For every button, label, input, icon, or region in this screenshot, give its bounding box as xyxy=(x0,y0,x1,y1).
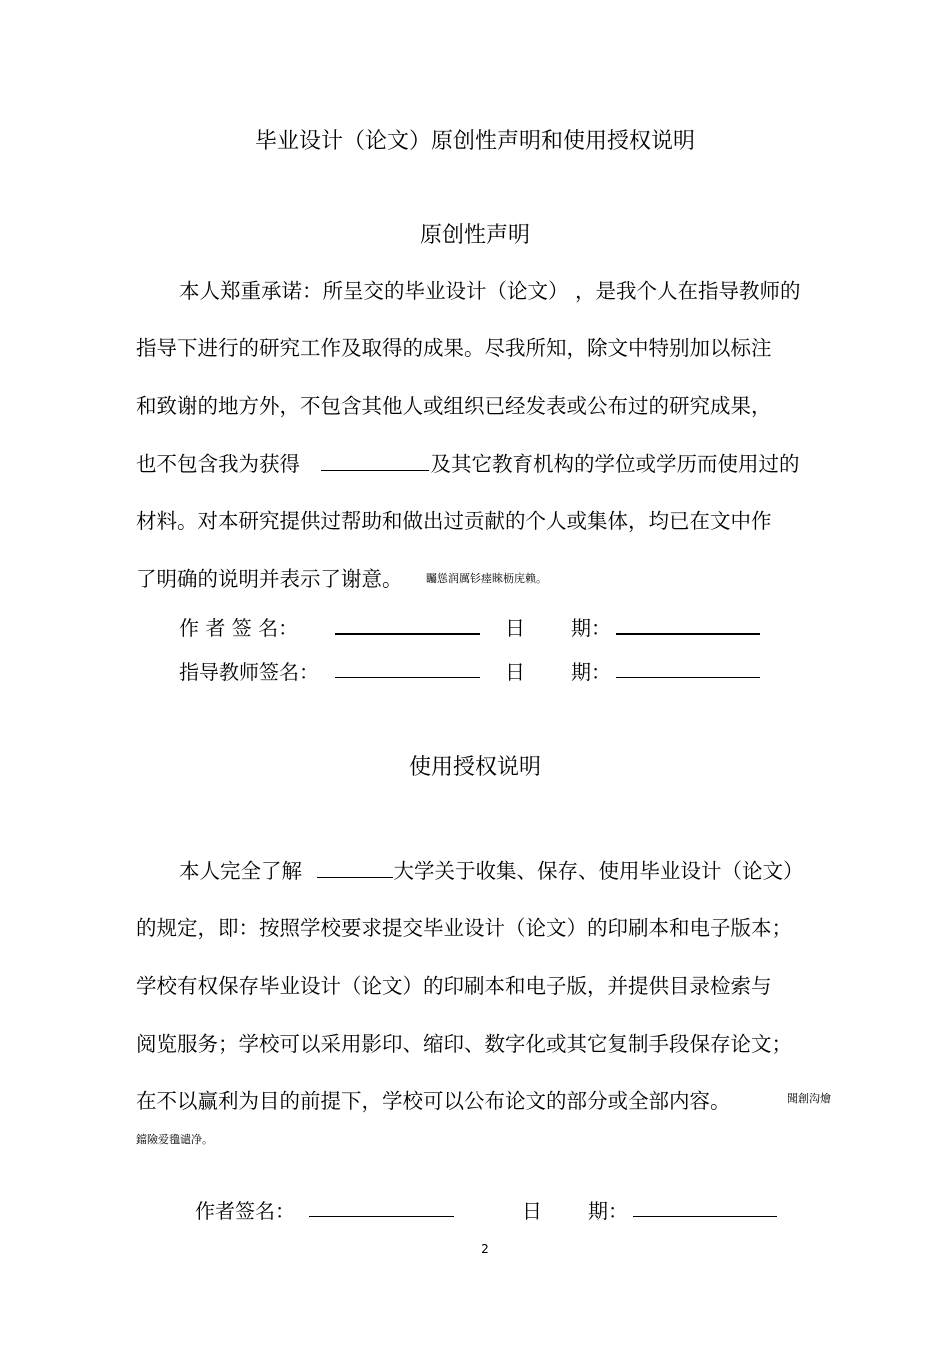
authorization-line-3: 学校有权保存毕业设计（论文）的印刷本和电子版，并提供目录检索与 xyxy=(136,974,772,998)
university-blank[interactable] xyxy=(317,857,393,878)
author-date-line[interactable] xyxy=(616,633,760,635)
authorization-line-4: 阅览服务；学校可以采用影印、缩印、数字化或其它复制手段保存论文； xyxy=(136,1032,792,1056)
garbled-text-1: 矚慫润厲钐瘗睞枥庑赖。 xyxy=(426,572,547,585)
final-author-signature-line[interactable] xyxy=(309,1216,454,1217)
advisor-signature-label: 指导教师签名： xyxy=(179,660,319,684)
author-signature-line[interactable] xyxy=(335,633,480,635)
page-number: 2 xyxy=(481,1242,489,1256)
authorization-line-2: 的规定，即：按照学校要求提交毕业设计（论文）的印刷本和电子版本； xyxy=(136,916,792,940)
author-signature-label: 作 者 签 名： xyxy=(179,616,299,640)
advisor-date-line[interactable] xyxy=(616,677,760,678)
originality-line-4 xyxy=(136,447,800,477)
final-date-label-a: 日 xyxy=(522,1199,542,1223)
originality-line-1: 本人郑重承诺：所呈交的毕业设计（论文） ，是我个人在指导教师的 xyxy=(179,279,801,303)
final-author-signature-label: 作者签名： xyxy=(195,1199,295,1223)
authorization-line-5: 在不以赢利为目的前提下，学校可以公布论文的部分或全部内容。 xyxy=(136,1089,731,1113)
authorization-line-1-end: 大学关于收集、保存、使用毕业设计（论文） xyxy=(393,859,804,883)
originality-line-2: 指导下进行的研究工作及取得的成果。尽我所知，除文中特别加以标注 xyxy=(136,336,772,360)
originality-line-3: 和致谢的地方外，不包含其他人或组织已经发表或公布过的研究成果， xyxy=(136,394,772,418)
originality-line-5: 材料。对本研究提供过帮助和做出过贡献的个人或集体，均已在文中作 xyxy=(136,509,772,533)
date-label-a: 日 xyxy=(505,616,525,640)
authorization-line-1 xyxy=(179,854,804,884)
advisor-date-label-a: 日 xyxy=(505,660,525,684)
originality-line-4-end: 及其它教育机构的学位或学历而使用过的 xyxy=(430,452,800,476)
advisor-date-label-b: 期： xyxy=(571,660,611,684)
originality-line-6: 了明确的说明并表示了谢意。 xyxy=(136,567,403,591)
garbled-text-2: 聞創沟燴 xyxy=(787,1092,831,1105)
garbled-text-3: 鐺險爱氇谴净。 xyxy=(136,1133,213,1146)
authorization-heading: 使用授权说明 xyxy=(408,755,541,780)
final-date-label-b: 期： xyxy=(588,1199,628,1223)
date-label-b: 期： xyxy=(571,616,611,640)
originality-line-4-start: 也不包含我为获得 xyxy=(136,452,300,476)
degree-blank[interactable] xyxy=(321,450,429,471)
document-title: 毕业设计（论文）原创性声明和使用授权说明 xyxy=(254,129,695,154)
originality-heading: 原创性声明 xyxy=(419,223,530,248)
authorization-line-1-start: 本人完全了解 xyxy=(179,859,302,883)
advisor-signature-line[interactable] xyxy=(335,677,480,678)
final-date-line[interactable] xyxy=(633,1216,777,1217)
